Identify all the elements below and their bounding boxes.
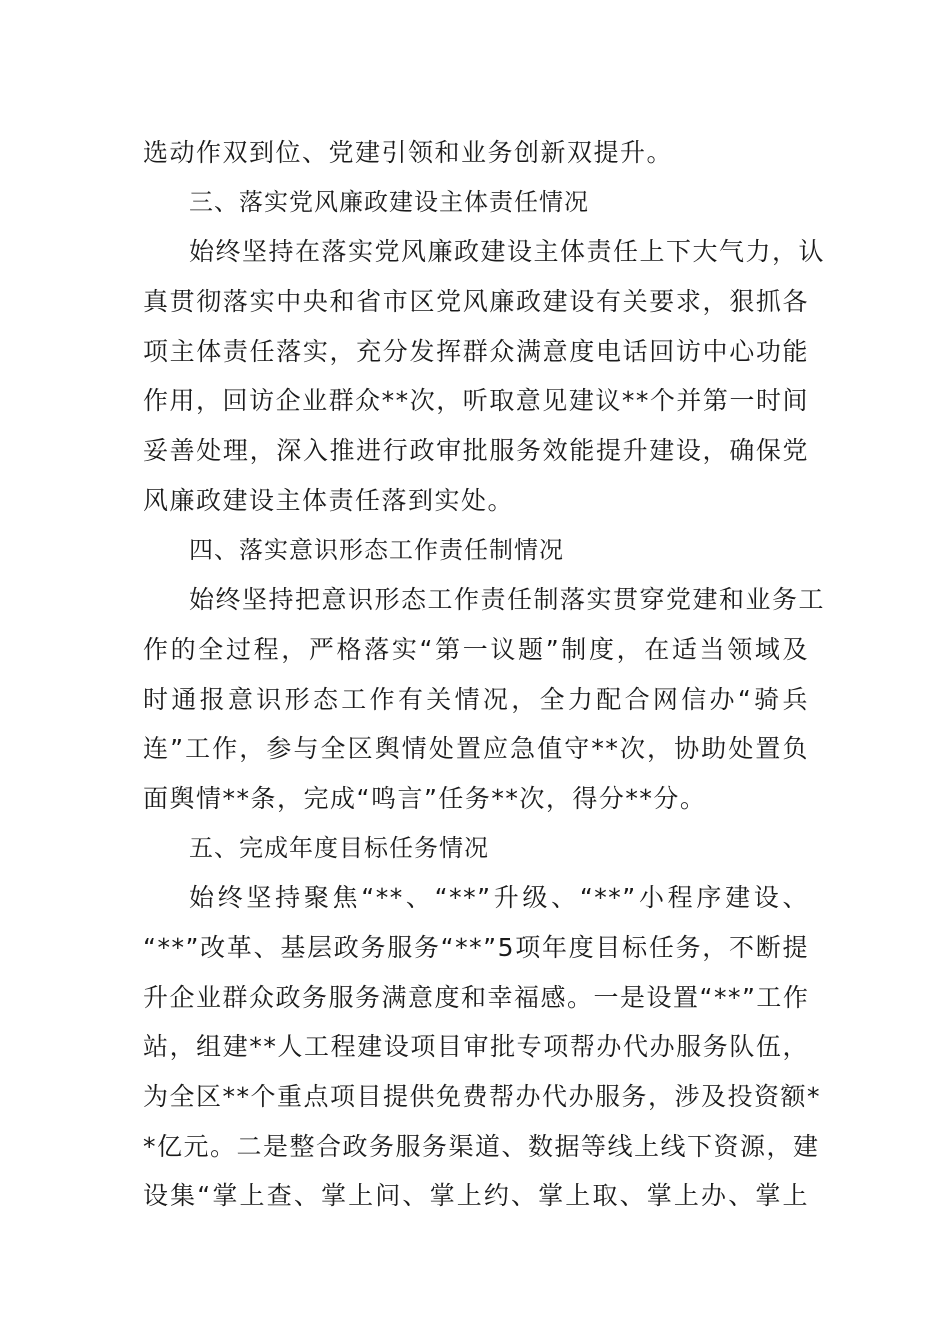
paragraph-line: 升企业群众政务服务满意度和幸福感。一是设置“**”工作: [143, 982, 810, 1012]
paragraph-line: 面舆情**条，完成“鸣言”任务**次，得分**分。: [143, 783, 707, 813]
paragraph-line: 选动作双到位、党建引领和业务创新双提升。: [143, 138, 674, 167]
paragraph-line: “**”改革、基层政务服务“**”5项年度目标任务，不断提: [143, 933, 809, 962]
section-heading-5: 五、完成年度目标任务情况: [189, 833, 489, 862]
paragraph-line: 妥善处理，深入推进行政审批服务效能提升建设，确保党: [143, 436, 809, 466]
paragraph-line: 时通报意识形态工作有关情况，全力配合网信办“骑兵: [143, 684, 809, 714]
paragraph-line: 项主体责任落实，充分发挥群众满意度电话回访中心功能: [143, 336, 809, 366]
document-body: [143, 128, 826, 1221]
section-heading-4: 四、落实意识形态工作责任制情况: [189, 535, 564, 564]
paragraph-line: 真贯彻落实中央和省市区党风廉政建设有关要求，狠抓各: [143, 287, 809, 317]
paragraph-line: 连”工作，参与全区舆情处置应急值守**次，协助处置负: [143, 734, 809, 764]
paragraph-line: 设集“掌上查、掌上问、掌上约、掌上取、掌上办、掌上: [143, 1181, 809, 1211]
paragraph-line: 作的全过程，严格落实“第一议题”制度，在适当领域及: [143, 634, 809, 664]
section-heading-3: 三、落实党风廉政建设主体责任情况: [189, 187, 589, 216]
paragraph-line: 始终坚持把意识形态工作责任制落实贯穿党建和业务工: [189, 585, 826, 615]
paragraph-line: 始终坚持在落实党风廉政建设主体责任上下大气力，认: [189, 237, 826, 267]
paragraph-line: 站，组建**人工程建设项目审批专项帮办代办服务队伍，: [143, 1032, 809, 1062]
paragraph-line: 始终坚持聚焦“**、“**”升级、“**”小程序建设、: [189, 883, 809, 913]
paragraph-line: 风廉政建设主体责任落到实处。: [143, 485, 515, 515]
paragraph-line: 为全区**个重点项目提供免费帮办代办服务，涉及投资额*: [143, 1082, 822, 1112]
paragraph-line: *亿元。二是整合政务服务渠道、数据等线上线下资源，建: [143, 1131, 820, 1161]
paragraph-line: 作用，回访企业群众**次，听取意见建议**个并第一时间: [143, 386, 809, 416]
